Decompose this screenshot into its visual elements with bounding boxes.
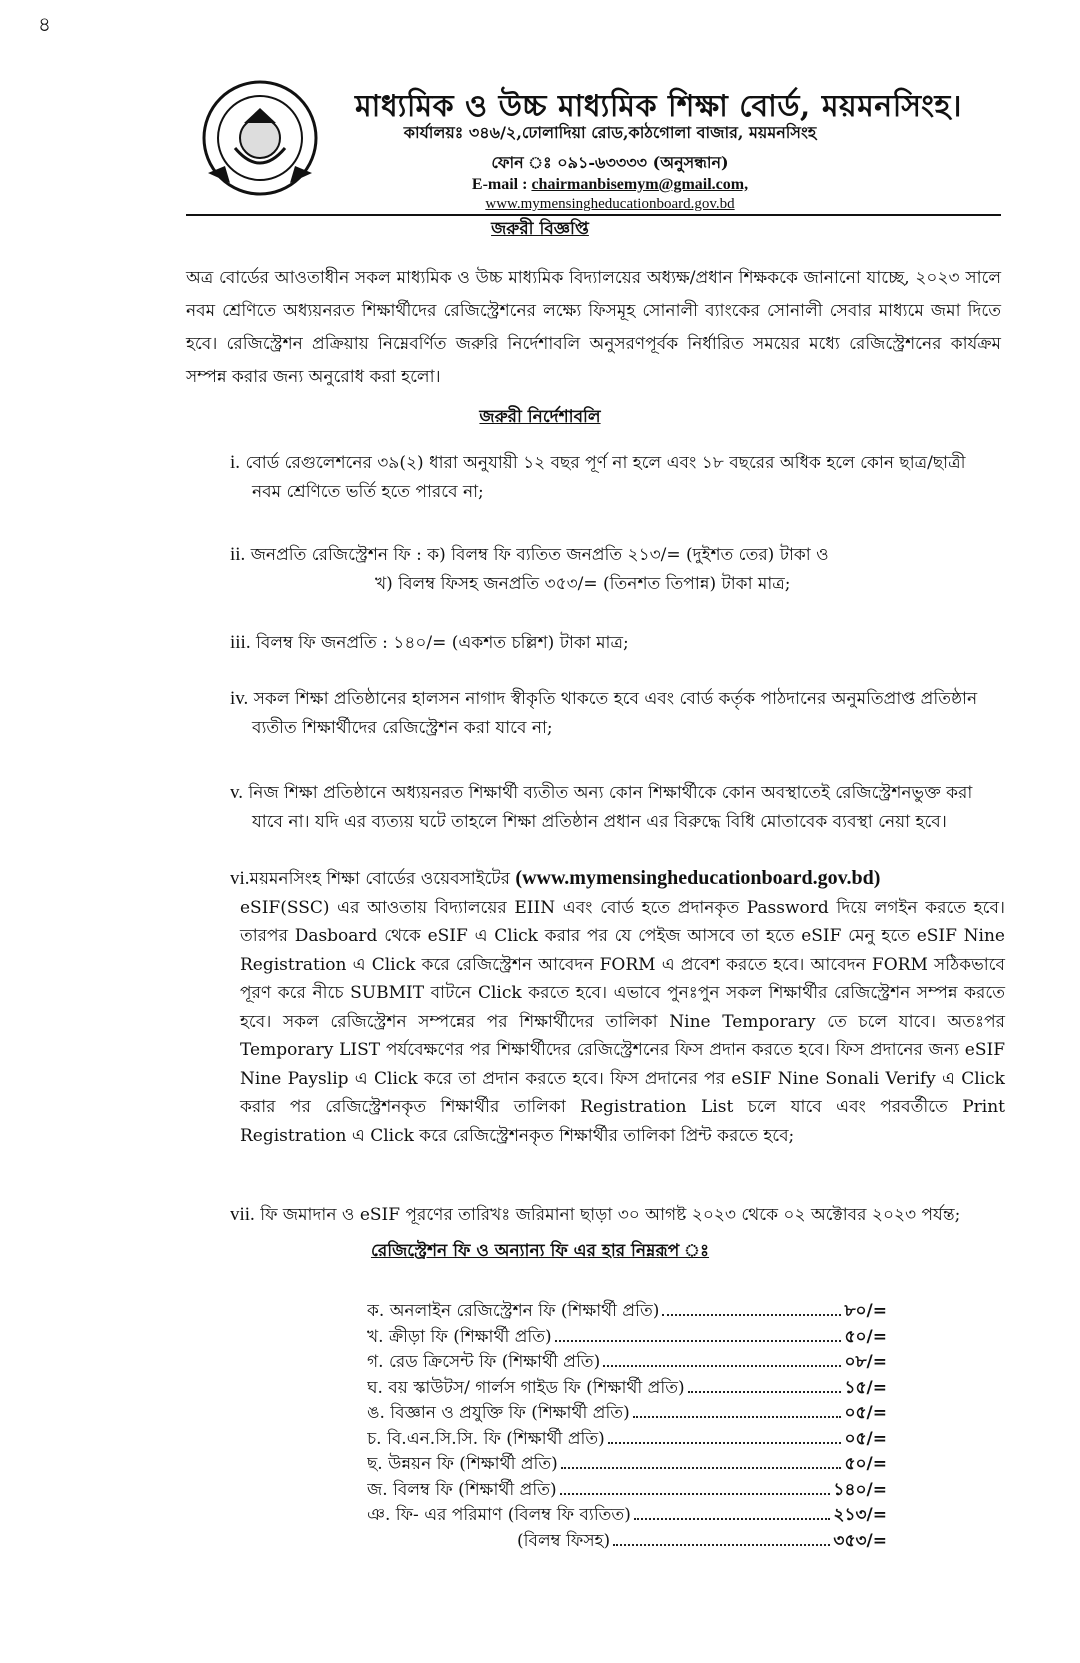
fee-label: চ. বি.এন.সি.সি. ফি (শিক্ষার্থী প্রতি) bbox=[367, 1428, 605, 1449]
fee-amount: ০৮/= bbox=[844, 1352, 887, 1372]
fee-row bbox=[367, 1324, 887, 1350]
email-label: E-mail : bbox=[471, 176, 532, 193]
fee-row bbox=[367, 1298, 887, 1324]
dot-leader bbox=[634, 1506, 831, 1520]
fee-label: ক. অনলাইন রেজিস্ট্রেশন ফি (শিক্ষার্থী প্রতি) bbox=[367, 1301, 660, 1321]
item-number: v. bbox=[230, 782, 244, 803]
fee-label: ছ. উন্নয়ন ফি (শিক্ষার্থী প্রতি) bbox=[367, 1454, 558, 1474]
fee-label: ঙ. বিজ্ঞান ও প্রযুক্তি ফি (শিক্ষার্থী প্রতি) bbox=[367, 1403, 630, 1423]
fee-list bbox=[367, 1298, 887, 1553]
fee-row bbox=[367, 1477, 887, 1503]
fee-label: (বিলম্ব ফিসহ) bbox=[517, 1530, 611, 1551]
item-text: নিজ শিক্ষা প্রতিষ্ঠানে অধ্যয়নরত শিক্ষার্থী ব্যতীত অন্য কোন শিক্ষার্থীকে কোন অবস্থাতেই রেজিস্ট্রেশনভুক্ত করা bbox=[248, 783, 973, 803]
dot-leader bbox=[662, 1302, 841, 1316]
item-number: vi. bbox=[230, 868, 250, 889]
instruction-item-7 bbox=[230, 1200, 1005, 1230]
instruction-item-4 bbox=[230, 684, 1005, 743]
fee-amount: ৫০/= bbox=[844, 1326, 887, 1347]
item-text: সকল শিক্ষা প্রতিষ্ঠানের হালসন নাগাদ স্বীকৃতি থাকতে হবে এবং বোর্ড কর্তৃক পাঠদানের অনুমতিপ্রাপ্ত প্রতিষ্ঠান bbox=[253, 689, 978, 709]
instruction-item-2 bbox=[230, 540, 1005, 599]
item-number: i. bbox=[230, 452, 241, 473]
fee-row bbox=[367, 1502, 887, 1528]
item-text-continued: যাবে না। যদি এর ব্যত্যয় ঘটে তাহলে শিক্ষা প্রতিষ্ঠান প্রধান এর বিরুদ্ধে বিধি মোতাবেক ব্যবস্থা নেয়া হবে। bbox=[252, 812, 947, 832]
instruction-item-5 bbox=[230, 778, 1005, 837]
fee-amount: ০৫/= bbox=[844, 1428, 887, 1449]
item-text-continued: ব্যতীত শিক্ষার্থীদের রেজিস্ট্রেশন করা যাবে না; bbox=[252, 718, 553, 738]
item-text: বিলম্ব ফি জনপ্রতি : ১৪০/= (একশত চল্লিশ) টাকা মাত্র; bbox=[256, 633, 629, 653]
fee-amount: ৫০/= bbox=[844, 1454, 887, 1474]
fee-amount: ১৪০/= bbox=[833, 1479, 887, 1500]
dot-leader bbox=[688, 1379, 842, 1393]
board-seal-logo bbox=[200, 78, 320, 198]
fee-amount: ৩৫৩/= bbox=[833, 1530, 887, 1551]
dot-leader bbox=[633, 1404, 842, 1418]
dot-leader bbox=[561, 1455, 842, 1469]
item-text-continued: eSIF(SSC) এর আওতায় বিদ্যালয়ের EIIN এবং বোর্ড হতে প্রদানকৃত Password দিয়ে লগইন করতে হবে। তারপর Dasboard থেকে eSIF এ Click করার পর যে পেইজ আসবে তা হতে eSIF মেনু হতে eSIF Nine Registration এ Click করে রেজিস্ট্রেশন আবেদন FORM এ প্রবেশ করতে হবে। আবেদন FORM সঠিকভাবে পূরণ করে নীচে SUBMIT বাটনে Click করতে হবে। এভাবে পুনঃপুন সকল শিক্ষার্থীর রেজিস্ট্রেশন সম্পন্ন করতে হবে। সকল রেজিস্ট্রেশন সম্পন্নের পর শিক্ষার্থীদের তালিকা Nine Temporary তে চলে যাবে। অতঃপর Temporary LIST পর্যবেক্ষণের পর শিক্ষার্থীদের রেজিস্ট্রেশনের ফিস প্রদান করতে হবে। ফিস প্রদানের জন্য eSIF Nine Payslip এ Click করে তা প্রদান করতে হবে। ফিস প্রদানের পর eSIF Nine Sonali Verify এ Click করার পর রেজিস্ট্রেশনকৃত শিক্ষার্থীর তালিকা Registration List চলে যাবে এবং পরবর্তীতে Print Registration এ Click করে রেজিস্ট্রেশনকৃত শিক্ষার্থীর তালিকা প্রিন্ট করতে হবে; bbox=[240, 897, 1005, 1146]
fee-row bbox=[367, 1349, 887, 1375]
instruction-item-3 bbox=[230, 628, 1005, 658]
office-address: কার্যালয়ঃ ৩৪৬/২,ঢোলাদিয়া রোড,কাঠগোলা বাজার, ময়মনসিংহ bbox=[403, 123, 817, 142]
item-text: জনপ্রতি রেজিস্ট্রেশন ফি : ক) বিলম্ব ফি ব্যতিত জনপ্রতি ২১৩/= (দুইশত তের) টাকা ও bbox=[250, 545, 829, 565]
board-website-url[interactable]: (www.mymensingheducationboard.gov.bd) bbox=[515, 867, 881, 889]
instructions-title: জরুরী নির্দেশাবলি bbox=[479, 407, 601, 427]
fee-table-title: রেজিস্ট্রেশন ফি ও অন্যান্য ফি এর হার নিম্নরূপ ঃ bbox=[370, 1241, 710, 1261]
fee-amount: ৮০/= bbox=[844, 1301, 887, 1321]
fee-amount: ২১৩/= bbox=[833, 1505, 887, 1525]
fee-row bbox=[367, 1400, 887, 1426]
dot-leader bbox=[555, 1328, 842, 1342]
instruction-item-6 bbox=[230, 864, 1005, 1150]
item-number: iii. bbox=[230, 632, 251, 653]
phone-number: ফোন ঃ ০৯১-৬৩৩৩৩ (অনুসন্ধান) bbox=[491, 153, 729, 172]
fee-row bbox=[367, 1426, 887, 1452]
item-number: ii. bbox=[230, 544, 246, 565]
dot-leader bbox=[613, 1532, 830, 1546]
email-link[interactable]: chairmanbisemym@gmail.com, bbox=[531, 176, 749, 193]
item-text-continued: নবম শ্রেণিতে ভর্তি হতে পারবে না; bbox=[252, 482, 484, 502]
dot-leader bbox=[560, 1481, 831, 1495]
notice-title: জরুরী বিজ্ঞপ্তি bbox=[491, 219, 589, 239]
page-number-mark: ৪ bbox=[38, 12, 51, 36]
fee-label: খ. ক্রীড়া ফি (শিক্ষার্থী প্রতি) bbox=[367, 1326, 552, 1347]
fee-label: ঞ. ফি- এর পরিমাণ (বিলম্ব ফি ব্যতিত) bbox=[367, 1505, 631, 1525]
website-link[interactable]: www.mymensingheducationboard.gov.bd bbox=[485, 196, 735, 212]
fee-label: জ. বিলম্ব ফি (শিক্ষার্থী প্রতি) bbox=[367, 1479, 557, 1500]
item-text-continued: খ) বিলম্ব ফিসহ জনপ্রতি ৩৫৩/= (তিনশত তিপান্ন) টাকা মাত্র; bbox=[375, 574, 791, 594]
fee-row bbox=[367, 1451, 887, 1477]
email-line bbox=[350, 176, 870, 194]
fee-row bbox=[367, 1528, 887, 1554]
item-text: ময়মনসিংহ শিক্ষা বোর্ডের ওয়েবসাইটের bbox=[249, 869, 510, 889]
instruction-item-1 bbox=[230, 448, 1005, 507]
fee-amount: ১৫/= bbox=[844, 1377, 887, 1398]
fee-label: ঘ. বয় স্কাউটস/ গার্লস গাইড ফি (শিক্ষার্থী প্রতি) bbox=[367, 1377, 685, 1398]
letterhead bbox=[0, 58, 1080, 218]
dot-leader bbox=[603, 1353, 841, 1367]
item-text: বোর্ড রেগুলেশনের ৩৯(২) ধারা অনুযায়ী ১২ বছর পূর্ণ না হলে এবং ১৮ বছরের অধিক হলে কোন ছাত্র/ছাত্রী bbox=[245, 453, 966, 473]
item-number: vii. bbox=[230, 1204, 255, 1225]
item-text: ফি জমাদান ও eSIF পূরণের তারিখঃ জরিমানা ছাড়া ৩০ আগষ্ট ২০২৩ থেকে ০২ অক্টোবর ২০২৩ পর্যন্ত; bbox=[260, 1205, 961, 1225]
dot-leader bbox=[608, 1430, 842, 1444]
intro-paragraph: অত্র বোর্ডের আওতাধীন সকল মাধ্যমিক ও উচ্চ মাধ্যমিক বিদ্যালয়ের অধ্যক্ষ/প্রধান শিক্ষককে জানানো যাচ্ছে, ২০২৩ সালে নবম শ্রেণিতে অধ্যয়নরত শিক্ষার্থীদের রেজিস্ট্রেশনের লক্ষ্যে ফিসমূহ সোনালী ব্যাংকের সোনালী সেবার মাধ্যমে জমা দিতে হবে। রেজিস্ট্রেশন প্রক্রিয়ায় নিম্নেবর্ণিত জরুরি নির্দেশাবলি অনুসরণপূর্বক নির্ধারিত সময়ের মধ্যে রেজিস্ট্রেশনের কার্যক্রম সম্পন্ন করার জন্য অনুরোধ করা হলো। bbox=[186, 268, 1001, 387]
board-name-heading: মাধ্যমিক ও উচ্চ মাধ্যমিক শিক্ষা বোর্ড, ময়মনসিংহ। bbox=[355, 89, 963, 124]
item-number: iv. bbox=[230, 688, 249, 709]
fee-amount: ০৫/= bbox=[844, 1403, 887, 1423]
fee-row bbox=[367, 1375, 887, 1401]
fee-label: গ. রেড ক্রিসেন্ট ফি (শিক্ষার্থী প্রতি) bbox=[367, 1352, 601, 1372]
